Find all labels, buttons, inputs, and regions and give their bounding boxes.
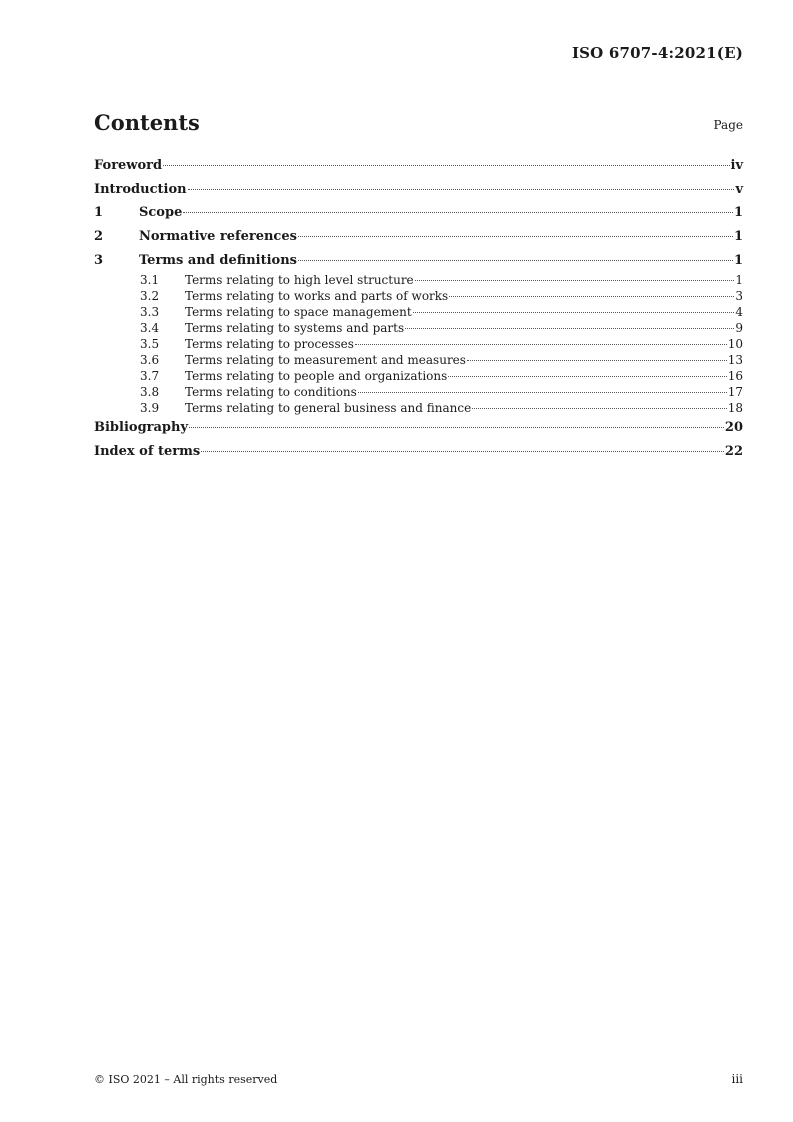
toc-entry[interactable] [94, 416, 743, 440]
dot-leader [201, 451, 724, 452]
toc-subentry[interactable] [94, 272, 743, 288]
dot-leader [188, 189, 735, 190]
toc-entry-number: 3.4 [140, 321, 160, 336]
toc-entry-title: Terms relating to processes [185, 337, 354, 352]
toc-entry-title: Terms relating to conditions [185, 385, 357, 400]
dot-leader [189, 427, 724, 428]
dot-leader [467, 360, 727, 361]
toc-entry-number: 3.6 [140, 353, 160, 368]
toc-entry-number: 3.1 [140, 273, 160, 288]
page-column-label: Page [713, 118, 743, 132]
toc-entry-title: Foreword [94, 158, 163, 173]
toc-entry-title: Introduction [94, 181, 187, 197]
toc-subentry[interactable] [94, 336, 743, 352]
toc-entry-page: 3 [735, 289, 743, 304]
toc-entry-title: Scope [139, 205, 183, 221]
toc-entry[interactable] [94, 201, 743, 225]
toc-entry-page: 4 [735, 305, 743, 320]
dot-leader [449, 296, 734, 297]
toc-entry-number: 3 [94, 252, 104, 268]
toc-subentry[interactable] [94, 368, 743, 384]
dot-leader [355, 344, 727, 345]
toc-entry-title: Terms relating to works and parts of works [185, 289, 449, 304]
toc-subentry[interactable] [94, 304, 743, 320]
toc-entry-page: 22 [724, 444, 743, 460]
dot-leader [413, 312, 735, 313]
toc-entry-number: 3.2 [140, 289, 160, 304]
dot-leader [415, 280, 735, 281]
toc-entry-title: Normative references [139, 229, 297, 245]
dot-leader [183, 212, 733, 213]
dot-leader [358, 392, 727, 393]
toc-entry[interactable] [94, 225, 743, 249]
toc-entry-page: 16 [727, 369, 743, 384]
dot-leader [448, 376, 726, 377]
toc-entry-title: Terms relating to high level structure [185, 273, 414, 288]
toc-entry[interactable] [94, 440, 743, 464]
toc-entry-title: Index of terms [94, 444, 201, 460]
toc-entry-page: 9 [735, 321, 743, 336]
dot-leader [298, 260, 733, 261]
toc-subentry[interactable] [94, 288, 743, 304]
toc-entry-page: 1 [733, 229, 743, 245]
toc-entry-page: v [735, 181, 743, 197]
toc-subentry[interactable] [94, 352, 743, 368]
toc-entry-title: Terms relating to space management [185, 305, 412, 320]
toc-entry-number: 3.5 [140, 337, 160, 352]
table-of-contents [94, 154, 743, 464]
copyright-notice: © ISO 2021 – All rights reserved [94, 1073, 278, 1086]
toc-subentry[interactable] [94, 384, 743, 400]
toc-entry-title: Terms relating to systems and parts [185, 321, 405, 336]
toc-entry-page: 17 [727, 385, 743, 400]
page-title: Contents [94, 110, 200, 135]
dot-leader [298, 236, 733, 237]
toc-entry-title: Terms and definitions [139, 252, 297, 268]
footer-page-number: iii [731, 1072, 743, 1086]
dot-leader [472, 408, 727, 409]
toc-entry-page: 18 [727, 401, 743, 416]
toc-entry-title: Terms relating to general business and finance [185, 401, 472, 416]
toc-entry-page: 1 [733, 252, 743, 268]
toc-subentry[interactable] [94, 400, 743, 416]
toc-entry-number: 2 [94, 229, 104, 245]
toc-entry-number: 1 [94, 205, 104, 221]
toc-entry-page: 1 [733, 205, 743, 221]
toc-entry-number: 3.7 [140, 369, 160, 384]
toc-entry-number: 3.9 [140, 401, 160, 416]
toc-entry-page: 1 [735, 273, 743, 288]
toc-entry[interactable] [94, 249, 743, 273]
toc-entry-page: 10 [727, 337, 743, 352]
toc-entry-page: 20 [724, 420, 743, 436]
dot-leader [163, 165, 729, 166]
toc-entry-title: Terms relating to people and organizations [185, 369, 448, 384]
document-id: ISO 6707-4:2021(E) [571, 44, 743, 62]
toc-entry-page: iv [730, 158, 743, 173]
toc-entry-title: Terms relating to measurement and measures [185, 353, 466, 368]
toc-entry[interactable] [94, 154, 743, 178]
toc-entry[interactable] [94, 178, 743, 202]
toc-entry-title: Bibliography [94, 420, 189, 436]
toc-entry-number: 3.3 [140, 305, 160, 320]
toc-subentry[interactable] [94, 320, 743, 336]
toc-entry-number: 3.8 [140, 385, 160, 400]
dot-leader [405, 328, 734, 329]
toc-entry-page: 13 [727, 353, 743, 368]
